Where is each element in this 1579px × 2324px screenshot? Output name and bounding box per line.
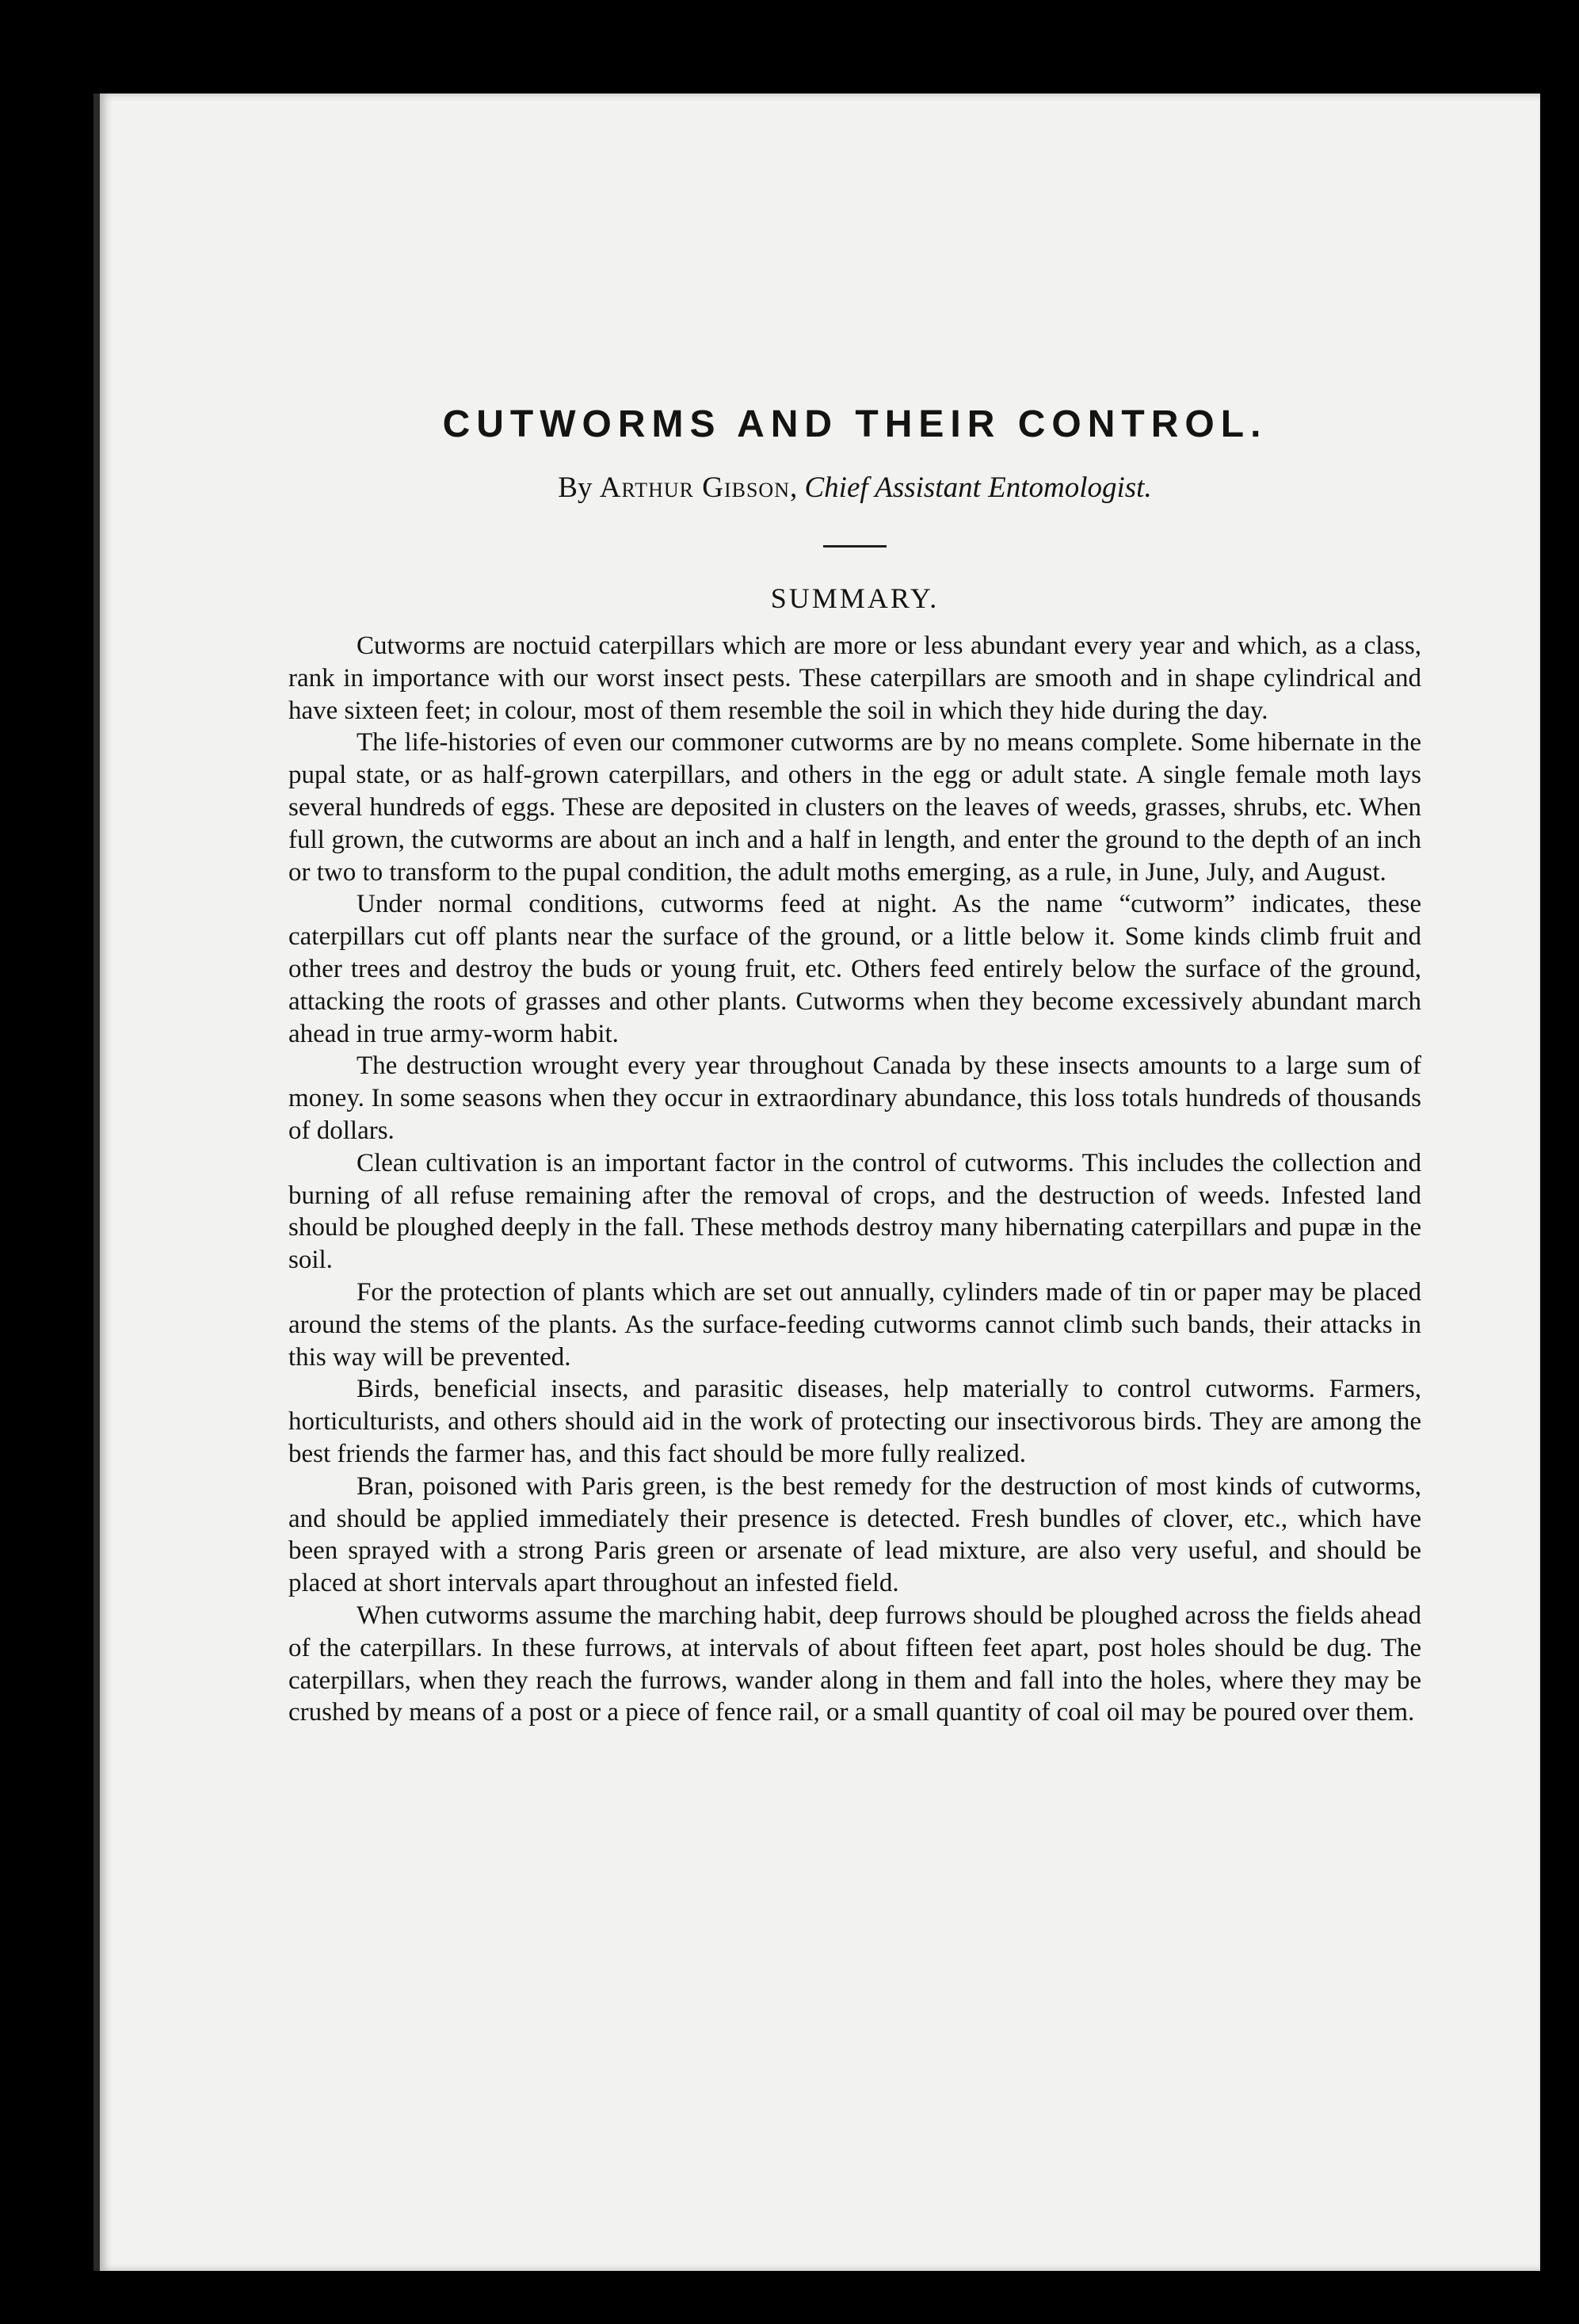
- author-name: Arthur Gibson: [599, 471, 790, 504]
- paragraph: Under normal conditions, cutworms feed at night. As the name “cutworm” indicates, these caterpillars cut off plants near the surface of the ground, or a little below it. Some kinds climb fruit and other trees and destroy the buds or young fruit, etc. Others feed entirely below the surface of the ground, attacking the roots of grasses and other plants. Cutworms when they become excessively abundant march ahead in true army-worm habit.: [288, 890, 1421, 1048]
- paragraph: For the protection of plants which are set out annually, cylinders made of tin or paper may be placed around the stems of the plants. As the surface-feeding cutworms cannot climb such bands, their attacks in this way will be prevented.: [288, 1277, 1421, 1372]
- paragraph: Birds, beneficial insects, and parasitic diseases, help materially to control cutworms. Farmers, horticulturists, and others should aid in the work of protecting our insectivorous birds. They are among the best friends the farmer has, and this fact should be more fully realized.: [288, 1375, 1421, 1468]
- title-divider: [823, 545, 887, 548]
- byline: [288, 469, 1421, 507]
- document-page: [93, 93, 1540, 2271]
- page-content: [288, 401, 1421, 1729]
- byline-prefix: By: [558, 471, 600, 504]
- paragraph: The destruction wrought every year throughout Canada by these insects amounts to a large sum of money. In some seasons when they occur in extraordinary abundance, this loss totals hundreds of thousands of dollars.: [288, 1051, 1421, 1145]
- paragraph: When cutworms assume the marching habit, deep furrows should be ploughed across the fields ahead of the caterpillars. In these furrows, at intervals of about fifteen feet apart, post holes should be dug. The caterpillars, when they reach the furrows, wander along in them and fall into the holes, where they may be crushed by means of a post or a piece of fence rail, or a small quantity of coal oil may be poured over them.: [288, 1601, 1421, 1727]
- section-heading: SUMMARY.: [770, 582, 940, 614]
- author-role: Chief Assistant Entomologist.: [804, 471, 1152, 504]
- paragraph: Cutworms are noctuid caterpillars which are more or less abundant every year and which, as a class, rank in importance with our worst insect pests. These caterpillars are smooth and in shape cylindrical and have sixteen feet; in colour, most of them resemble the soil in which they hide during the day.: [288, 632, 1421, 725]
- paragraph: The life-histories of even our commoner cutworms are by no means complete. Some hibernate in the pupal state, or as half-grown caterpillars, and others in the egg or adult state. A single female moth lays several hundreds of eggs. These are deposited in clusters on the leaves of weeds, grasses, shrubs, etc. When full grown, the cutworms are about an inch and a half in length, and enter the ground to the depth of an inch or two to transform to the pupal condition, the adult moths emerging, as a rule, in June, July, and August.: [288, 728, 1421, 887]
- paragraph: Bran, poisoned with Paris green, is the best remedy for the destruction of most kinds of cutworms, and should be applied immediately their presence is detected. Fresh bundles of clover, etc., which have been sprayed with a strong Paris green or arsenate of lead mixture, are also very useful, and should be placed at short intervals apart throughout an infested field.: [288, 1471, 1421, 1598]
- paragraph: Clean cultivation is an important factor in the control of cutworms. This includes the collection and burning of all refuse remaining after the removal of crops, and the destruction of weeds. Infested land should be ploughed deeply in the fall. These methods destroy many hibernating caterpillars and pupæ in the soil.: [288, 1148, 1421, 1275]
- summary-body: [288, 630, 1421, 1729]
- document-title: CUTWORMS AND THEIR CONTROL.: [442, 403, 1268, 445]
- byline-separator: ,: [789, 471, 805, 504]
